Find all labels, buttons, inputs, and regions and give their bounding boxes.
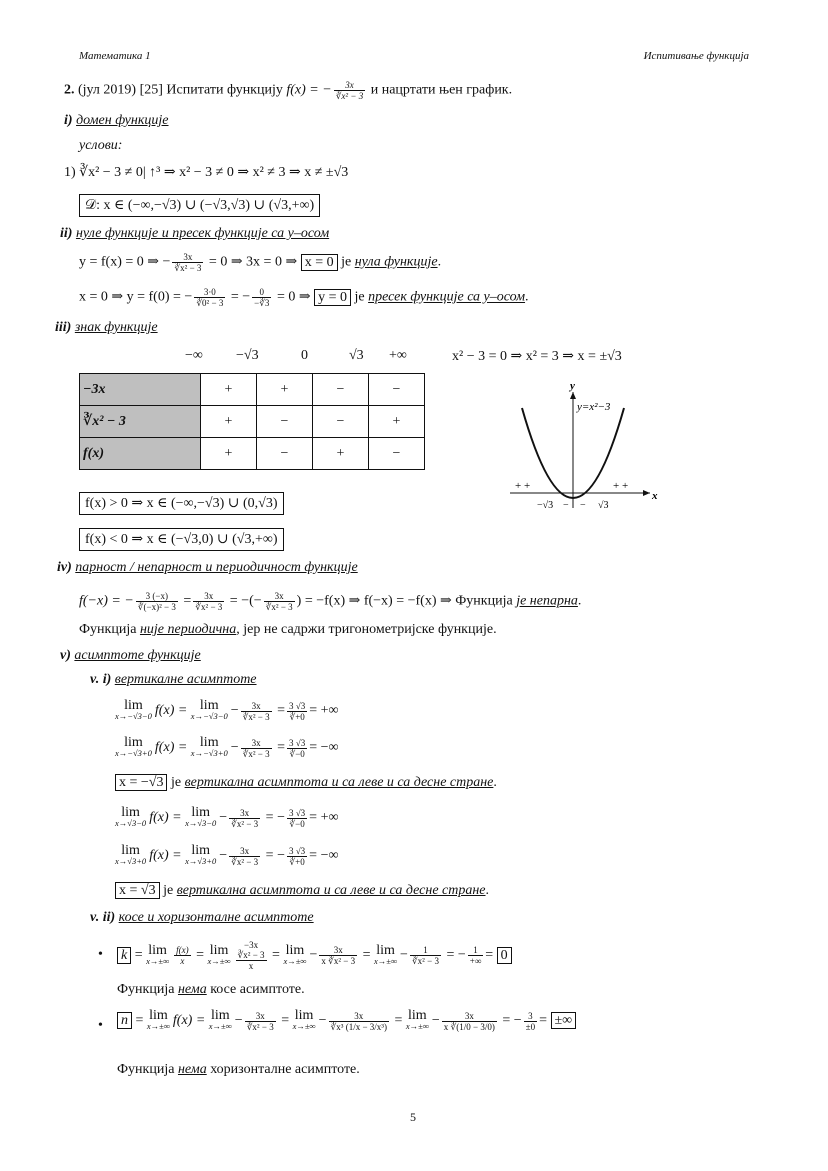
bullet-k: •	[98, 947, 103, 962]
parabola-sketch	[500, 378, 670, 518]
vertical-asymptote-2: x = √3 је вертикална асимптота и са леве и са десне стране.	[115, 883, 489, 899]
problem-fraction: $\frac{3x}{\text{∛x² − 3}}$	[335, 80, 364, 101]
axis-pos-inf: +∞	[389, 348, 407, 363]
y-intercept-box: y = 0	[314, 289, 351, 306]
graph-plus-left: + +	[515, 480, 531, 492]
domain-condition: 1) ∛x² − 3 ≠ 0| ↑³ ⇒ x² − 3 ≠ 0 ⇒ x² ≠ 3 ⇒ x ≠ ±√3	[64, 165, 349, 180]
graph-sqrt3: √3	[598, 500, 609, 511]
table-row: f(x) + − + −	[80, 438, 425, 470]
parity-line: f(−x) = − $\frac{3 (-x)}{\text{∛(−x)² − 3}}$ = $\frac{3x}{\text{∛x² − 3}}$ = −(− $\frac{3x}{\text{∛x² − 3}}$ ) = −f(x) ⇒ f(−x) = −f(x) ⇒ Функција је непарна.	[79, 591, 582, 612]
problem-text: (јул 2019) [25] Испитати функцију	[78, 82, 283, 98]
axis-zero: 0	[301, 348, 308, 363]
limit-row-3: lim x→√3−0 f(x) = lim x→√3−0 − $\frac{3x}{\text{∛x² − 3}}$ = − $\frac{3 √3}{∛-0}$ = +∞	[115, 805, 339, 829]
problem-number: 2.	[64, 82, 75, 98]
domain-box: 𝒟: x ∈ (−∞,−√3) ∪ (−√3,√3) ∪ (√3,+∞)	[79, 194, 320, 217]
graph-minus-a: −	[563, 500, 569, 511]
axis-neg-sqrt3: −√3	[236, 348, 259, 363]
limit-row-1: lim x→−√3−0 f(x) = lim x→−√3−0 − $\frac{3x}{\text{∛x² − 3}}$ = $\frac{3 √3}{∛+0}$ = +∞	[115, 698, 339, 722]
problem-fx: f(x) = −	[286, 82, 332, 98]
negative-interval-box: f(x) < 0 ⇒ x ∈ (−√3,0) ∪ (√3,+∞)	[79, 528, 284, 551]
limit-row-2: lim x→−√3+0 f(x) = lim x→−√3+0 − $\frac{3x}{\text{∛x² − 3}}$ = $\frac{3 √3}{∛-0}$ = −∞	[115, 735, 339, 759]
section-iii-heading: iii) знак функције	[55, 320, 158, 335]
slope-k-line: k = lim x→±∞ $\frac{f(x)}{x}$ = lim x→±∞ −3x ∛x² − 3 x = lim x→±∞ − $\frac{3x}{\text{x ∛x² − 3}}$ = lim x→±∞ − $\frac{1}{\text{∛x² − 3}}$ = − $\frac{1}{+\infty}$ = 0	[117, 940, 512, 971]
intercept-n-line: n = lim x→±∞ f(x) = lim x→±∞ − $\frac{3x}{\text{∛x² − 3}}$ = lim x→±∞ − $\frac{3x}{\text{∛x³ (1/x − 3/x³)}}$ = lim x→±∞ − $\frac{3x}{x ∛(1/0 - 3/0)}$ = − $\frac{3}{\pm 0}$ = ±∞	[117, 1010, 576, 1032]
axis-neg-inf: −∞	[185, 348, 203, 363]
conditions-label: услови:	[79, 138, 123, 153]
n-result-box: ±∞	[551, 1012, 577, 1029]
section-ii-heading: ii) нуле функције и пресек функције са y–осом	[60, 226, 330, 241]
graph-x-label: x	[652, 490, 658, 502]
oblique-asymptotes-heading: v. ii) косе и хоризонталне асимптоте	[90, 910, 314, 925]
graph-curve-label: y=x²−3	[577, 401, 611, 413]
vertical-asymptotes-heading: v. i) вертикалне асимптоте	[90, 672, 257, 687]
table-row: ∛x² − 3 + − − +	[80, 406, 425, 438]
y-intercept-line: x = 0 ⇒ y = f(0) = − $\frac{3\cdot 0}{\text{∛0² − 3}}$ = − $\frac{0}{-∛3}$ = 0 ⇒ y = 0 је пресек функције са y–осом.	[79, 287, 529, 308]
roots-equation: x² − 3 = 0 ⇒ x² = 3 ⇒ x = ±√3	[452, 349, 622, 364]
vertical-asymptote-1: x = −√3 је вертикална асимптота и са леве и са десне стране.	[115, 775, 497, 791]
section-i-heading: i) домен функције	[64, 113, 169, 128]
horizontal-note: Функција нема хоризонталне асимптоте.	[117, 1062, 360, 1077]
section-v-heading: v) асимптоте функције	[60, 648, 201, 663]
bullet-n: •	[98, 1018, 103, 1033]
zero-box: x = 0	[301, 254, 338, 271]
header-left: Математика 1	[79, 50, 151, 62]
axis-sqrt3: √3	[349, 348, 364, 363]
limit-row-4: lim x→√3+0 f(x) = lim x→√3+0 − $\frac{3x}{\text{∛x² − 3}}$ = − $\frac{3 √3}{∛+0}$ = −∞	[115, 843, 339, 867]
header-right: Испитивање функција	[643, 50, 749, 62]
page-number: 5	[410, 1110, 416, 1124]
problem-tail: и нацртати њен график.	[370, 82, 513, 98]
graph-y-label: y	[570, 380, 575, 392]
sign-table	[79, 373, 425, 470]
graph-neg-sqrt3: −√3	[537, 500, 554, 511]
section-iv-heading: iv) парност / непарност и периодичност функције	[57, 560, 358, 575]
graph-minus-b: −	[580, 500, 586, 511]
graph-plus-right: + +	[613, 480, 629, 492]
periodicity-line: Функција није периодична, јер не садржи тригонометријске функције.	[79, 622, 497, 637]
zeros-line: y = f(x) = 0 ⇒ − $\frac{3x}{\text{∛x² − 3}}$ = 0 ⇒ 3x = 0 ⇒ x = 0 је нула функције.	[79, 252, 442, 273]
table-row: −3x + + − −	[80, 374, 425, 406]
problem-statement	[64, 80, 512, 101]
positive-interval-box: f(x) > 0 ⇒ x ∈ (−∞,−√3) ∪ (0,√3)	[79, 492, 284, 515]
k-result-box: 0	[497, 947, 512, 964]
oblique-note: Функција нема косе асимптоте.	[117, 982, 305, 997]
